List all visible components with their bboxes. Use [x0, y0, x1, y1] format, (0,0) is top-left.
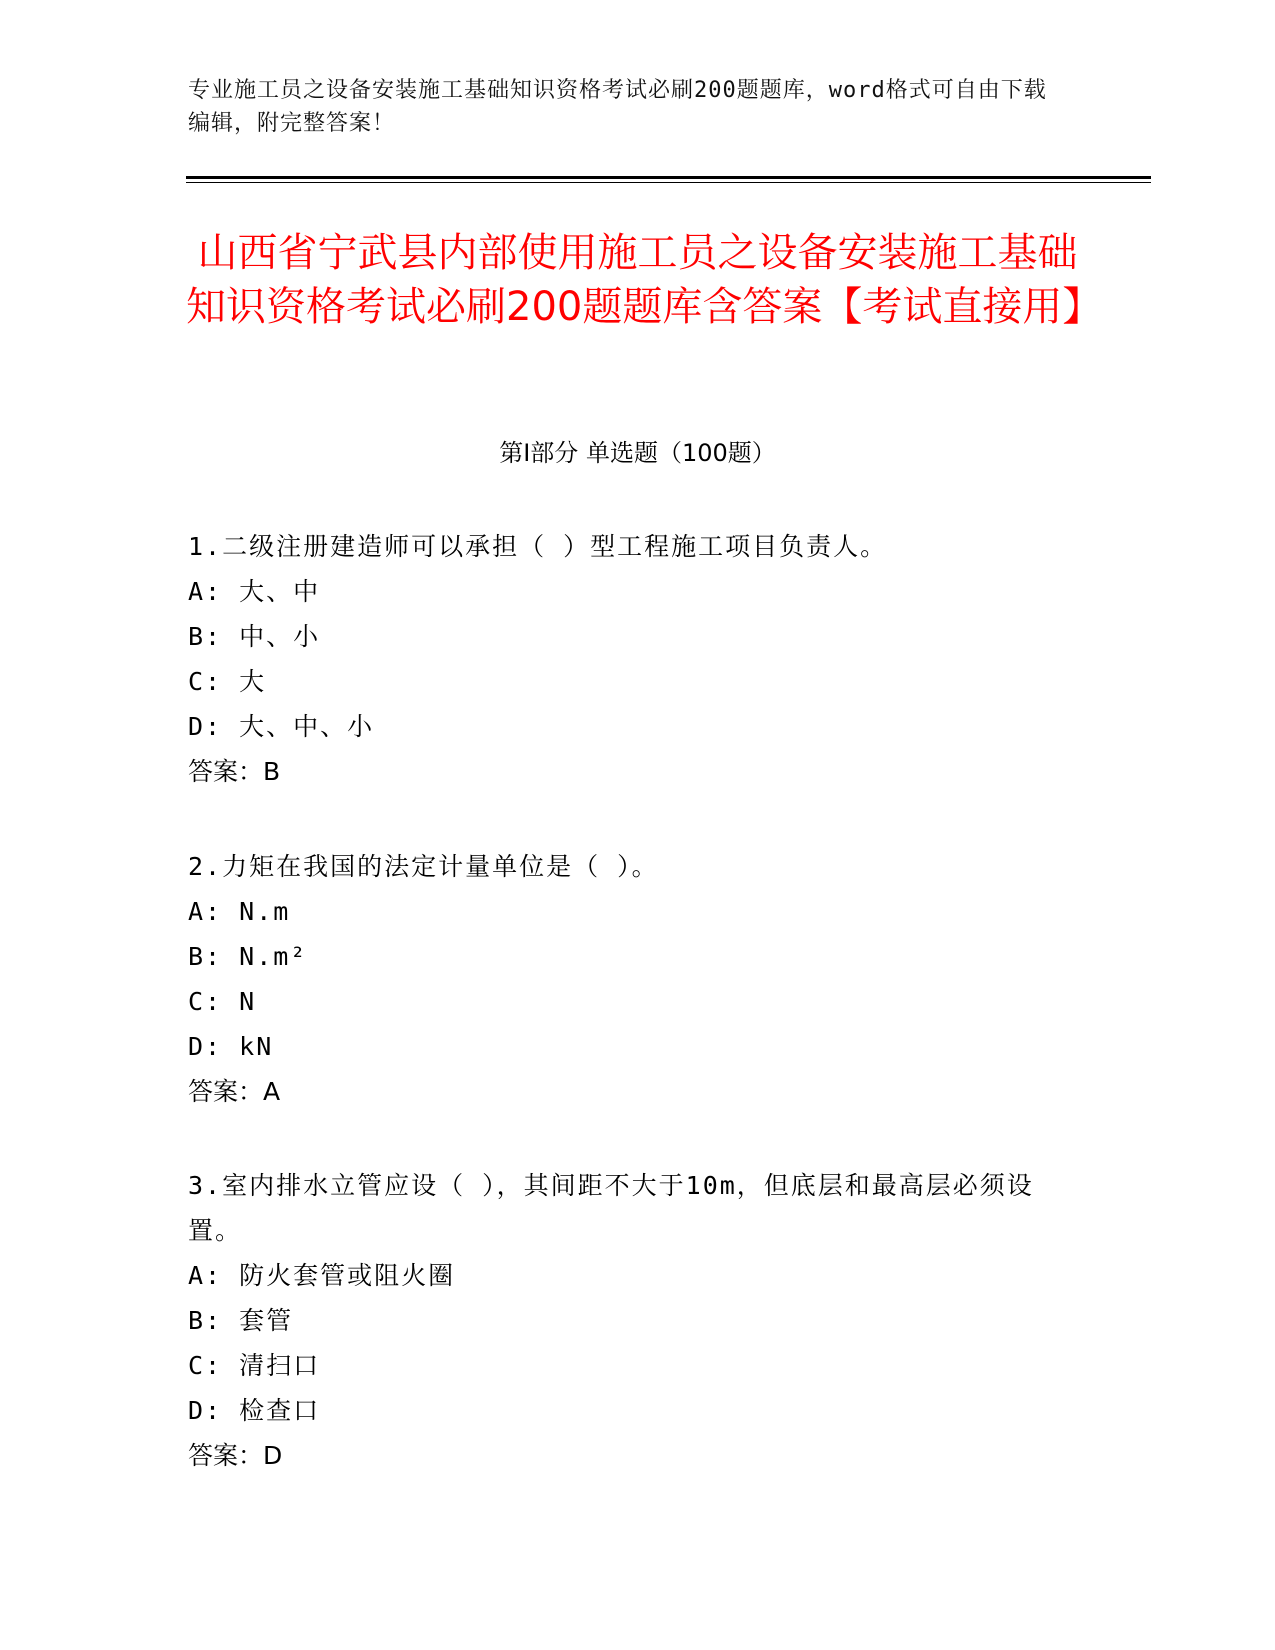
section-heading: 第I部分 单选题（100题）	[499, 439, 776, 467]
header-divider-thin	[186, 182, 1151, 183]
question-block	[188, 1163, 1068, 1478]
question-stem: 1.二级注册建造师可以承担（ ）型工程施工项目负责人。	[188, 532, 888, 561]
option-d: D: kN	[188, 1032, 274, 1061]
option-c: C: N	[188, 987, 257, 1016]
question-stem: 3.室内排水立管应设（ ），其间距不大于10m，但底层和最高层必须设置。	[188, 1171, 1034, 1245]
document-title: 山西省宁武县内部使用施工员之设备安装施工基础知识资格考试必刷200题题库含答案【考试直接用】	[186, 230, 1103, 330]
question-block	[188, 524, 1068, 794]
question-stem: 2.力矩在我国的法定计量单位是（ ）。	[188, 852, 659, 881]
option-a: A: 防火套管或阻火圈	[188, 1261, 456, 1290]
option-a: A: N.m	[188, 897, 291, 926]
option-c: C: 大	[188, 667, 267, 696]
option-d: D: 检查口	[188, 1396, 321, 1425]
option-b: B: 中、小	[188, 622, 321, 651]
option-d: D: 大、中、小	[188, 712, 375, 741]
header-divider-thick	[186, 176, 1151, 179]
answer-line: 答案：A	[188, 1077, 281, 1106]
option-a: A: 大、中	[188, 577, 321, 606]
answer-line: 答案：D	[188, 1441, 283, 1470]
question-block	[188, 844, 1068, 1114]
answer-line: 答案：B	[188, 757, 281, 786]
option-b: B: 套管	[188, 1306, 294, 1335]
option-b: B: N.m²	[188, 942, 308, 971]
header-note: 专业施工员之设备安装施工基础知识资格考试必刷200题题库，word格式可自由下载编辑，附完整答案！	[188, 78, 1047, 136]
option-c: C: 清扫口	[188, 1351, 321, 1380]
